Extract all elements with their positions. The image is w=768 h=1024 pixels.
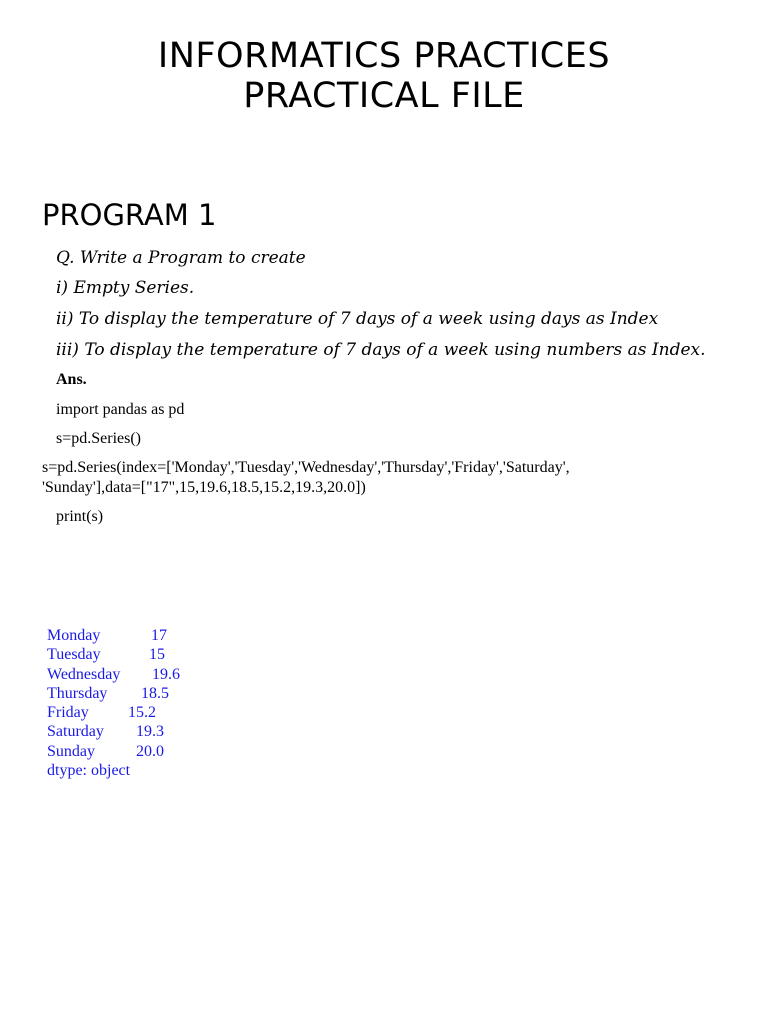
output-dtype: dtype: object bbox=[47, 762, 131, 780]
question-part-i: i) Empty Series. bbox=[56, 278, 195, 298]
output-value: 15 bbox=[149, 646, 165, 664]
answer-label: Ans. bbox=[56, 371, 87, 388]
output-index: Tuesday bbox=[47, 646, 101, 664]
document-title-line-2: PRACTICAL FILE bbox=[243, 76, 525, 116]
output-index: Friday bbox=[47, 704, 89, 722]
output-index: Saturday bbox=[47, 723, 104, 741]
output-value: 18.5 bbox=[141, 684, 169, 702]
code-line-empty-series: s=pd.Series() bbox=[56, 430, 142, 447]
code-line-series-index: s=pd.Series(index=['Monday','Tuesday','Wednesday','Thursday','Friday','Saturday', bbox=[42, 459, 570, 476]
code-line-import: import pandas as pd bbox=[56, 401, 185, 418]
output-index: Sunday bbox=[47, 742, 95, 760]
code-line-series-data: 'Sunday'],data=["17",15,19.6,18.5,15.2,19.3,20.0]) bbox=[42, 479, 366, 496]
output-index: Wednesday bbox=[47, 665, 121, 683]
question-intro: Q. Write a Program to create bbox=[56, 248, 306, 268]
output-index: Monday bbox=[47, 627, 101, 644]
output-value: 19.6 bbox=[152, 665, 180, 683]
output-index: Thursday bbox=[47, 684, 108, 702]
output-value: 15.2 bbox=[128, 704, 156, 722]
output-value: 20.0 bbox=[136, 742, 164, 760]
output-value: 17 bbox=[151, 627, 167, 644]
document-title-line-1: INFORMATICS PRACTICES bbox=[157, 36, 611, 76]
code-line-print: print(s) bbox=[56, 508, 104, 525]
question-part-iii: iii) To display the temperature of 7 days of a week using numbers as Index. bbox=[56, 340, 706, 360]
program-heading: PROGRAM 1 bbox=[42, 198, 217, 232]
question-part-ii: ii) To display the temperature of 7 days of a week using days as Index bbox=[56, 309, 659, 329]
output-value: 19.3 bbox=[136, 723, 164, 741]
